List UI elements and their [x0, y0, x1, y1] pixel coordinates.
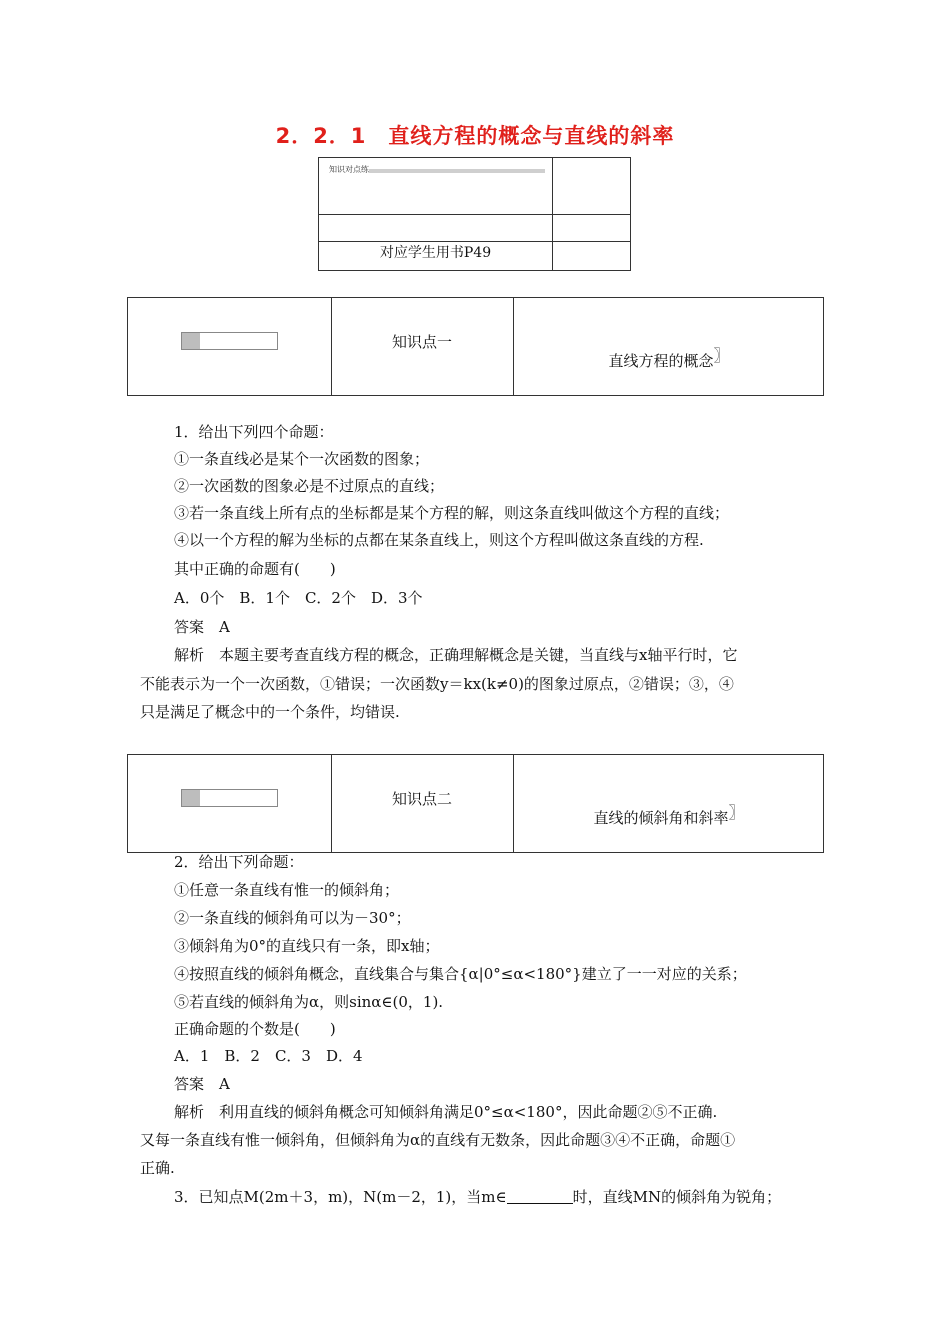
section-logo-bar: [369, 169, 545, 173]
tab-marker-icon: [181, 332, 275, 350]
q2-item-2: ②一条直线的倾斜角可以为－30°；: [174, 909, 411, 927]
knowledge-point-label: 知识点二: [391, 790, 452, 808]
knowledge-point-header-2: [127, 754, 824, 853]
q2-ask: 正确命题的个数是( ): [174, 1020, 336, 1038]
q3-stem: 3．已知点M(2m＋3，m)，N(m－2，1)，当m∈ 时，直线MN的倾斜角为锐角；: [174, 1188, 782, 1206]
q1-item-4: ④以一个方程的解为坐标的点都在某条直线上，则这个方程叫做这条直线的方程.: [174, 531, 704, 549]
q1-analysis-line-1: 解析 本题主要考查直线方程的概念，正确理解概念是关键，当直线与x轴平行时，它: [174, 646, 738, 664]
knowledge-point-title: 直线的倾斜角和斜率〗: [593, 803, 745, 827]
bracket-icon: 〗: [713, 346, 730, 365]
bracket-icon: 〗: [728, 803, 745, 822]
page-title: 2．2．1 直线方程的概念与直线的斜率: [275, 124, 675, 148]
knowledge-point-label: 知识点一: [391, 333, 452, 351]
q2-options: A．1 B．2 C．3 D．4: [174, 1047, 363, 1065]
section-logo-text: 知识对点练: [329, 165, 369, 174]
q1-analysis-line-3: 只是满足了概念中的一个条件，均错误.: [140, 703, 400, 721]
q2-item-4: ④按照直线的倾斜角概念，直线集合与集合{α|0°≤α<180°}建立了一一对应的关系；: [174, 965, 747, 983]
section-logo: [329, 164, 545, 176]
q2-stem: 2．给出下列命题：: [174, 853, 304, 871]
q1-item-3: ③若一条直线上所有点的坐标都是某个方程的解，则这条直线叫做这个方程的直线；: [174, 504, 730, 522]
q2-answer: 答案 A: [174, 1075, 230, 1093]
answer-blank[interactable]: [507, 1189, 573, 1204]
q2-item-5: ⑤若直线的倾斜角为α，则sinα∈(0，1).: [174, 993, 444, 1011]
knowledge-point-title: 直线方程的概念〗: [608, 346, 730, 370]
q2-item-1: ①任意一条直线有惟一的倾斜角；: [174, 881, 400, 899]
q2-item-3: ③倾斜角为0°的直线只有一条，即x轴；: [174, 937, 440, 955]
q1-item-1: ①一条直线必是某个一次函数的图象；: [174, 450, 430, 468]
q1-ask: 其中正确的命题有( ): [174, 560, 336, 578]
knowledge-point-header-1: [127, 297, 824, 396]
student-book-ref: 对应学生用书P49: [379, 245, 492, 261]
q1-options: A．0个 B．1个 C．2个 D．3个: [174, 589, 423, 607]
q2-analysis-line-2: 又每一条直线有惟一倾斜角，但倾斜角为α的直线有无数条，因此命题③④不正确，命题①: [140, 1131, 736, 1149]
q1-stem: 1．给出下列四个命题：: [174, 423, 334, 441]
q1-analysis-line-2: 不能表示为一个一次函数，①错误；一次函数y＝kx(k≠0)的图象过原点，②错误；③，④: [140, 675, 734, 693]
q2-analysis-line-3: 正确.: [140, 1159, 175, 1177]
banner-table: [318, 157, 631, 271]
q2-analysis-line-1: 解析 利用直线的倾斜角概念可知倾斜角满足0°≤α<180°，因此命题②⑤不正确.: [174, 1103, 718, 1121]
tab-marker-icon: [181, 789, 275, 807]
q1-item-2: ②一次函数的图象必是不过原点的直线；: [174, 477, 445, 495]
q1-answer: 答案 A: [174, 618, 230, 636]
